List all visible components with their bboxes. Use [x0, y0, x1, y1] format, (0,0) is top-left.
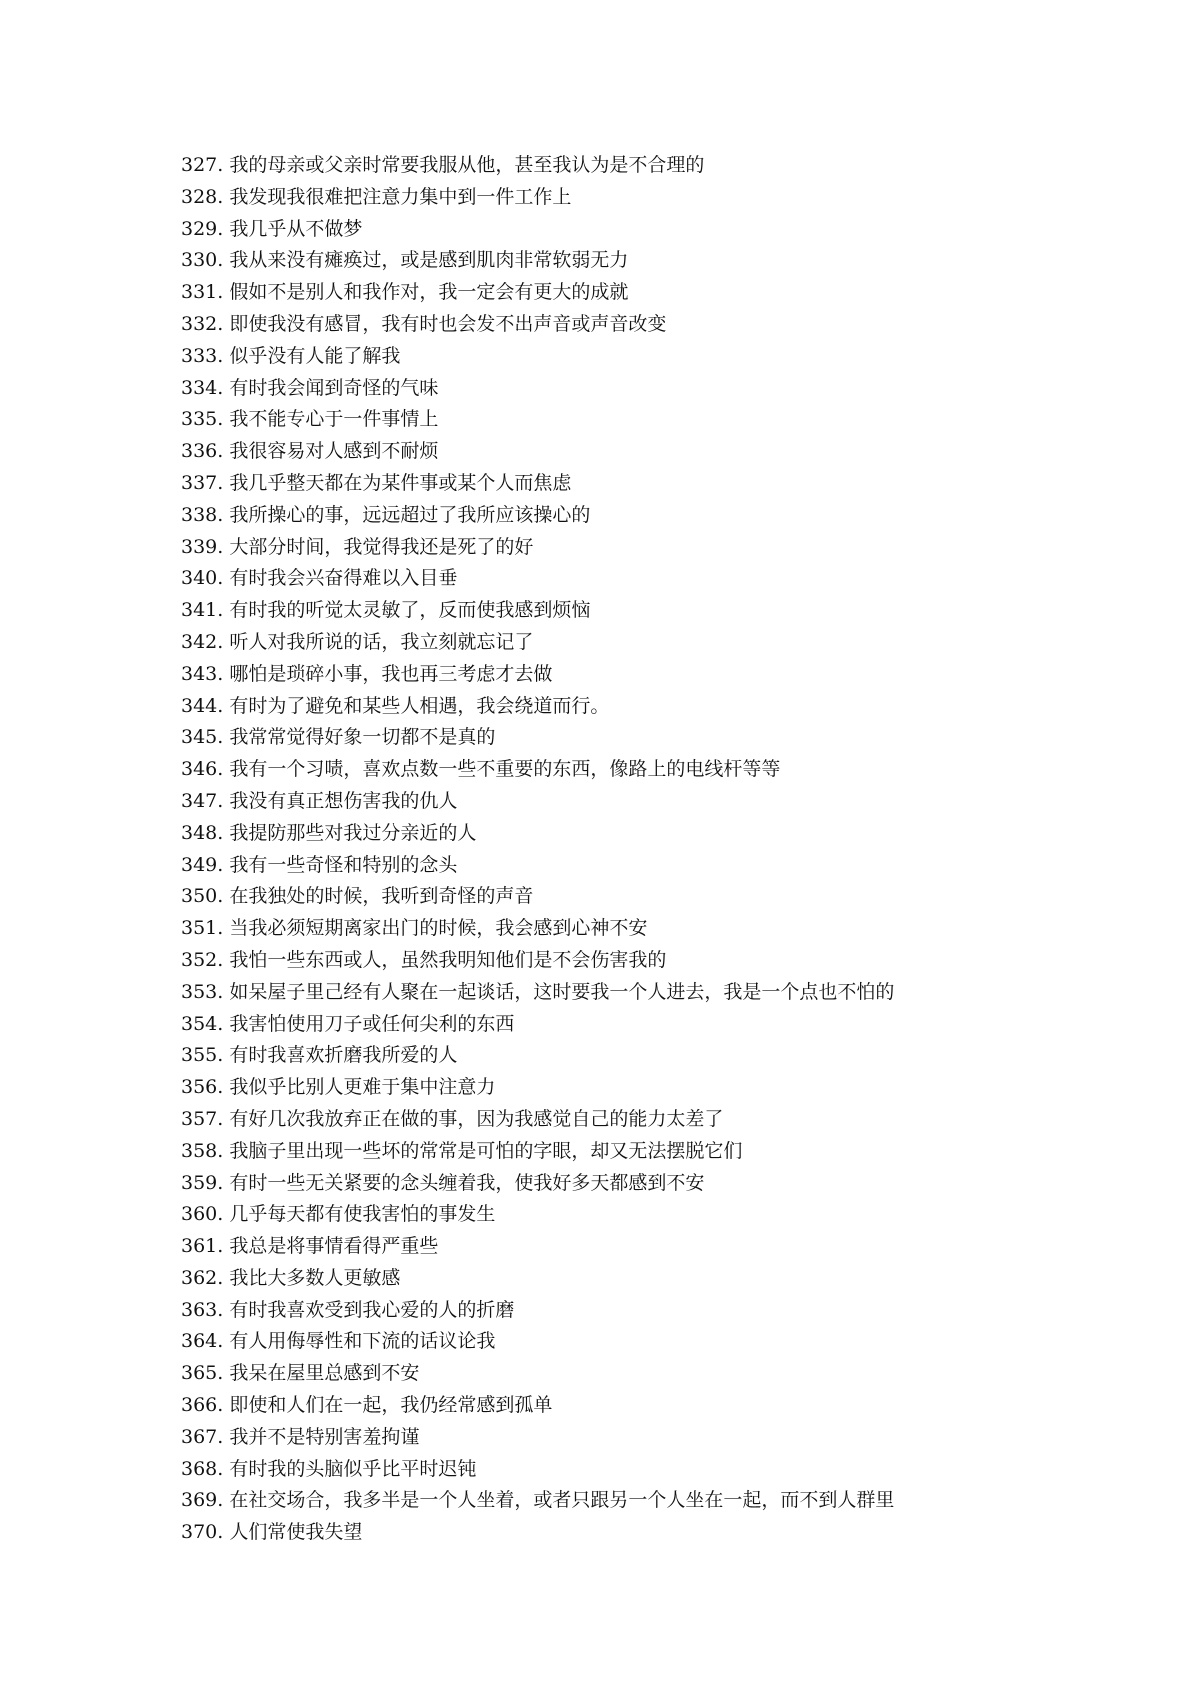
- item-text: 有时我喜欢折磨我所爱的人: [229, 1044, 458, 1067]
- item-number: 358.: [181, 1139, 224, 1162]
- questionnaire-item: [181, 1454, 1161, 1486]
- item-text: 我害怕使用刀子或任何尖利的东西: [229, 1012, 515, 1035]
- item-number: 338.: [181, 503, 224, 526]
- questionnaire-item: [181, 722, 1161, 754]
- item-number: 331.: [181, 281, 224, 304]
- item-number: 339.: [181, 535, 224, 558]
- item-number: 345.: [181, 726, 224, 749]
- item-text: 有时为了避免和某些人相遇，我会绕道而行。: [229, 694, 610, 717]
- questionnaire-item: [181, 786, 1161, 818]
- item-text: 我发现我很难把注意力集中到一件工作上: [229, 185, 572, 208]
- questionnaire-item: [181, 691, 1161, 723]
- questionnaire-item: [181, 595, 1161, 627]
- item-number: 366.: [181, 1394, 224, 1417]
- item-number: 370.: [181, 1521, 224, 1544]
- item-text: 我比大多数人更敏感: [229, 1266, 401, 1289]
- questionnaire-item: [181, 341, 1161, 373]
- item-text: 即使和人们在一起，我仍经常感到孤单: [229, 1394, 553, 1417]
- questionnaire-item: [181, 563, 1161, 595]
- item-text: 我脑子里出现一些坏的常常是可怕的字眼，却又无法摆脱它们: [229, 1139, 743, 1162]
- questionnaire-item: [181, 1517, 1161, 1549]
- item-text: 我没有真正想伤害我的仇人: [229, 789, 458, 812]
- questionnaire-item: [181, 1104, 1161, 1136]
- item-text: 当我必须短期离家出门的时候，我会感到心神不安: [229, 917, 648, 940]
- item-text: 有时我的头脑似乎比平时迟钝: [229, 1457, 477, 1480]
- item-text: 我很容易对人感到不耐烦: [229, 440, 439, 463]
- questionnaire-item: [181, 1358, 1161, 1390]
- item-number: 340.: [181, 567, 224, 590]
- item-text: 有时我的听觉太灵敏了，反而使我感到烦恼: [229, 599, 591, 622]
- item-number: 355.: [181, 1044, 224, 1067]
- item-text: 我不能专心于一件事情上: [229, 408, 439, 431]
- item-number: 333.: [181, 344, 224, 367]
- questionnaire-item: [181, 1295, 1161, 1327]
- item-text: 大部分时间，我觉得我还是死了的好: [229, 535, 534, 558]
- item-text: 有时一些无关紧要的念头缠着我，使我好多天都感到不安: [229, 1171, 705, 1194]
- questionnaire-item: [181, 277, 1161, 309]
- item-number: 330.: [181, 249, 224, 272]
- item-number: 360.: [181, 1203, 224, 1226]
- item-number: 356.: [181, 1076, 224, 1099]
- item-text: 我几乎整天都在为某件事或某个人而焦虑: [229, 471, 572, 494]
- item-number: 334.: [181, 376, 224, 399]
- questionnaire-item: [181, 1231, 1161, 1263]
- questionnaire-item: [181, 945, 1161, 977]
- item-text: 我有一些奇怪和特别的念头: [229, 853, 458, 876]
- item-text: 我常常觉得好象一切都不是真的: [229, 726, 496, 749]
- questionnaire-item: [181, 1485, 1161, 1517]
- item-number: 368.: [181, 1457, 224, 1480]
- item-number: 367.: [181, 1425, 224, 1448]
- item-text: 我怕一些东西或人，虽然我明知他们是不会伤害我的: [229, 948, 667, 971]
- item-text: 似乎没有人能了解我: [229, 344, 401, 367]
- questionnaire-item: [181, 373, 1161, 405]
- questionnaire-item: [181, 1390, 1161, 1422]
- item-text: 我呆在屋里总感到不安: [229, 1362, 420, 1385]
- questionnaire-item: [181, 436, 1161, 468]
- item-text: 在我独处的时候，我听到奇怪的声音: [229, 885, 534, 908]
- item-number: 350.: [181, 885, 224, 908]
- item-number: 337.: [181, 471, 224, 494]
- item-text: 我总是将事情看得严重些: [229, 1235, 439, 1258]
- questionnaire-item: [181, 818, 1161, 850]
- item-text: 有好几次我放弃正在做的事，因为我感觉自己的能力太差了: [229, 1107, 724, 1130]
- item-number: 347.: [181, 789, 224, 812]
- questionnaire-item: [181, 532, 1161, 564]
- item-number: 346.: [181, 758, 224, 781]
- item-text: 有时我会兴奋得难以入目垂: [229, 567, 458, 590]
- item-number: 359.: [181, 1171, 224, 1194]
- questionnaire-item: [181, 1168, 1161, 1200]
- item-text: 人们常使我失望: [229, 1521, 363, 1544]
- item-number: 349.: [181, 853, 224, 876]
- item-text: 我的母亲或父亲时常要我服从他，甚至我认为是不合理的: [229, 154, 705, 176]
- item-text: 我提防那些对我过分亲近的人: [229, 821, 477, 844]
- questionnaire-item: [181, 1199, 1161, 1231]
- item-text: 假如不是别人和我作对，我一定会有更大的成就: [229, 281, 629, 304]
- item-number: 343.: [181, 662, 224, 685]
- item-text: 即使我没有感冒，我有时也会发不出声音或声音改变: [229, 312, 667, 335]
- item-number: 332.: [181, 312, 224, 335]
- questionnaire-item: [181, 1326, 1161, 1358]
- item-number: 344.: [181, 694, 224, 717]
- item-number: 357.: [181, 1107, 224, 1130]
- item-text: 几乎每天都有使我害怕的事发生: [229, 1203, 496, 1226]
- questionnaire-item: [181, 500, 1161, 532]
- item-text: 我似乎比别人更难于集中注意力: [229, 1076, 496, 1099]
- item-text: 我所操心的事，远远超过了我所应该操心的: [229, 503, 591, 526]
- questionnaire-item: [181, 1136, 1161, 1168]
- questionnaire-item: [181, 913, 1161, 945]
- item-text: 我几乎从不做梦: [229, 217, 363, 240]
- questionnaire-item: [181, 150, 1161, 182]
- item-number: 362.: [181, 1266, 224, 1289]
- questionnaire-item: [181, 404, 1161, 436]
- questionnaire-item: [181, 881, 1161, 913]
- item-text: 哪怕是琐碎小事，我也再三考虑才去做: [229, 662, 553, 685]
- questionnaire-item: [181, 977, 1161, 1009]
- item-number: 341.: [181, 599, 224, 622]
- questionnaire-item: [181, 309, 1161, 341]
- item-number: 352.: [181, 948, 224, 971]
- questionnaire-item: [181, 468, 1161, 500]
- item-number: 336.: [181, 440, 224, 463]
- item-text: 我有一个习啧，喜欢点数一些不重要的东西，像路上的电线杆等等: [229, 758, 781, 781]
- item-number: 353.: [181, 980, 224, 1003]
- item-number: 328.: [181, 185, 224, 208]
- item-number: 329.: [181, 217, 224, 240]
- item-text: 听人对我所说的话，我立刻就忘记了: [229, 630, 534, 653]
- item-number: 327.: [181, 154, 224, 176]
- item-number: 364.: [181, 1330, 224, 1353]
- questionnaire-item-list: [181, 150, 1161, 1549]
- item-number: 363.: [181, 1298, 224, 1321]
- questionnaire-item: [181, 1009, 1161, 1041]
- questionnaire-item: [181, 659, 1161, 691]
- item-text: 有时我喜欢受到我心爱的人的折磨: [229, 1298, 515, 1321]
- item-number: 369.: [181, 1489, 224, 1512]
- item-text: 有人用侮辱性和下流的话议论我: [229, 1330, 496, 1353]
- questionnaire-item: [181, 1072, 1161, 1104]
- item-number: 335.: [181, 408, 224, 431]
- questionnaire-item: [181, 850, 1161, 882]
- item-text: 有时我会闻到奇怪的气味: [229, 376, 439, 399]
- item-text: 在社交场合，我多半是一个人坐着，或者只跟另一个人坐在一起，而不到人群里: [229, 1489, 895, 1512]
- item-text: 我从来没有瘫痪过，或是感到肌肉非常软弱无力: [229, 249, 629, 272]
- questionnaire-item: [181, 182, 1161, 214]
- questionnaire-item: [181, 754, 1161, 786]
- item-text: 如呆屋子里己经有人聚在一起谈话，这时要我一个人进去，我是一个点也不怕的: [229, 980, 895, 1003]
- item-number: 354.: [181, 1012, 224, 1035]
- questionnaire-item: [181, 245, 1161, 277]
- questionnaire-item: [181, 1040, 1161, 1072]
- item-text: 我并不是特别害羞拘谨: [229, 1425, 420, 1448]
- questionnaire-item: [181, 627, 1161, 659]
- questionnaire-item: [181, 214, 1161, 246]
- item-number: 348.: [181, 821, 224, 844]
- questionnaire-item: [181, 1422, 1161, 1454]
- item-number: 361.: [181, 1235, 224, 1258]
- item-number: 351.: [181, 917, 224, 940]
- questionnaire-item: [181, 1263, 1161, 1295]
- item-number: 365.: [181, 1362, 224, 1385]
- item-number: 342.: [181, 630, 224, 653]
